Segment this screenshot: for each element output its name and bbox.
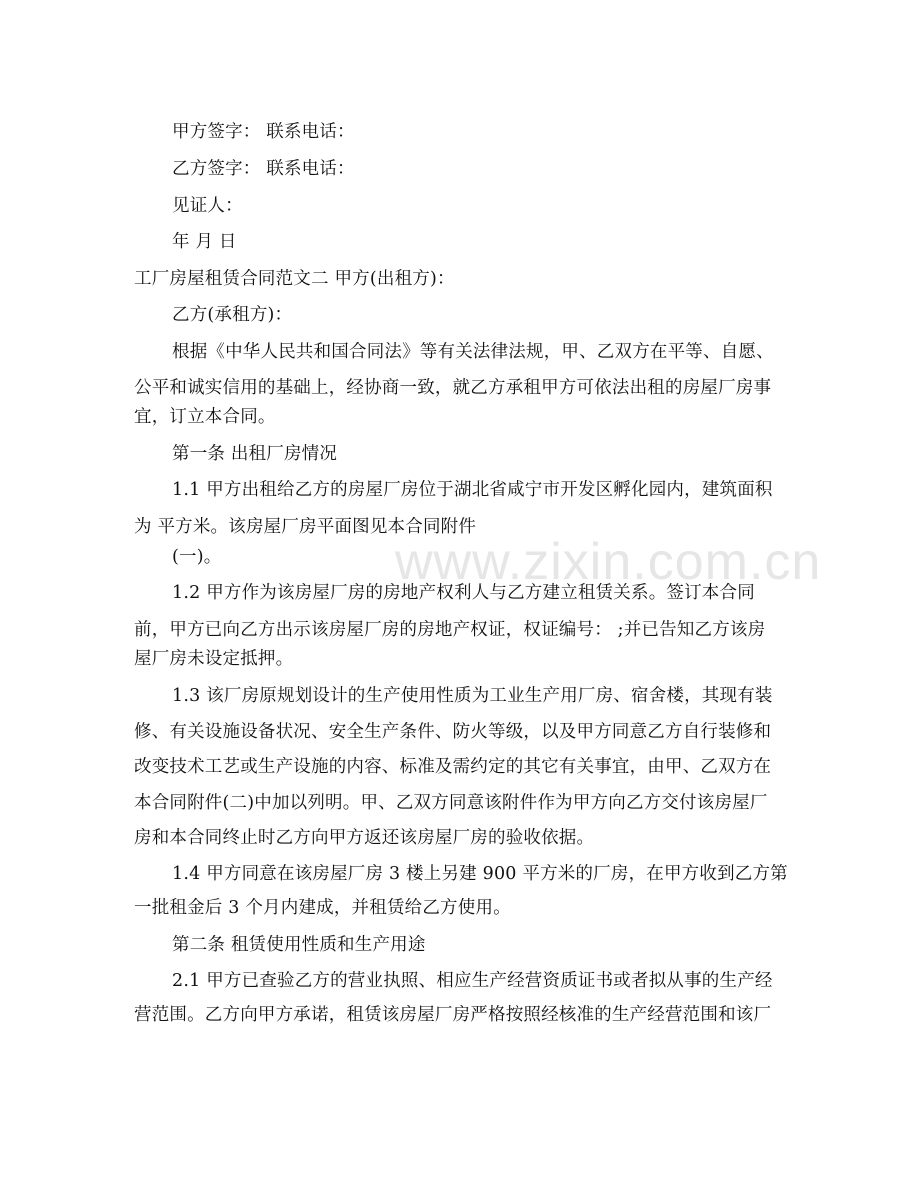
watermark-text: www.zixin.com.cn (395, 533, 822, 591)
text-line: 乙方签字： 联系电话： (172, 159, 355, 179)
text-line: 营范围。乙方向甲方承诺，租赁该房屋厂房严格按照经核准的生产经营范围和该厂 (134, 1005, 772, 1025)
text-line: (一)。 (172, 547, 222, 567)
text-line: 1.1 甲方出租给乙方的房屋厂房位于湖北省咸宁市开发区孵化园内，建筑面积 (172, 480, 773, 500)
text-line: 为 平方米。该房屋厂房平面图见本合同附件 (134, 517, 477, 537)
text-line: 一批租金后 3 个月内建成，并租赁给乙方使用。 (134, 898, 511, 918)
text-line: 工厂房屋租赁合同范文二 甲方(出租方)： (134, 269, 455, 289)
text-line: 甲方签字： 联系电话： (172, 122, 355, 142)
text-line: 改变技术工艺或生产设施的内容、标准及需约定的其它有关事宜，由甲、乙双方在 (134, 757, 772, 777)
text-line: 第一条 出租厂房情况 (172, 444, 338, 464)
text-line: 第二条 租赁使用性质和生产用途 (172, 935, 426, 955)
text-line: 本合同附件(二)中加以列明。甲、乙双方同意该附件作为甲方向乙方交付该房屋厂 (134, 793, 768, 813)
text-line: 乙方(承租方)： (172, 305, 293, 325)
text-line: 宜，订立本合同。 (134, 407, 276, 427)
text-line: 1.3 该厂房原规划设计的生产使用性质为工业生产用厂房、宿舍楼，其现有装 (172, 686, 773, 706)
text-line: 1.2 甲方作为该房屋厂房的房地产权利人与乙方建立租赁关系。签订本合同 (172, 583, 755, 603)
text-line: 屋厂房未设定抵押。 (134, 649, 294, 669)
text-line: 房和本合同终止时乙方向甲方返还该房屋厂房的验收依据。 (134, 828, 595, 848)
text-line: 见证人： (172, 196, 243, 216)
text-line: 1.4 甲方同意在该房屋厂房 3 楼上另建 900 平方米的厂房，在甲方收到乙方第 (172, 864, 788, 884)
text-line: 2.1 甲方已查验乙方的营业执照、相应生产经营资质证书或者拟从事的生产经 (172, 971, 773, 991)
text-line: 前，甲方已向乙方出示该房屋厂房的房地产权证，权证编号： ;并已告知乙方该房 (134, 620, 766, 640)
text-line: 修、有关设施设备状况、安全生产条件、防火等级，以及甲方同意乙方自行装修和 (134, 722, 772, 742)
text-line: 年 月 日 (172, 232, 237, 252)
text-line: 根据《中华人民共和国合同法》等有关法律法规，甲、乙双方在平等、自愿、 (172, 342, 774, 362)
text-line: 公平和诚实信用的基础上，经协商一致，就乙方承租甲方可依法出租的房屋厂房事 (134, 378, 772, 398)
